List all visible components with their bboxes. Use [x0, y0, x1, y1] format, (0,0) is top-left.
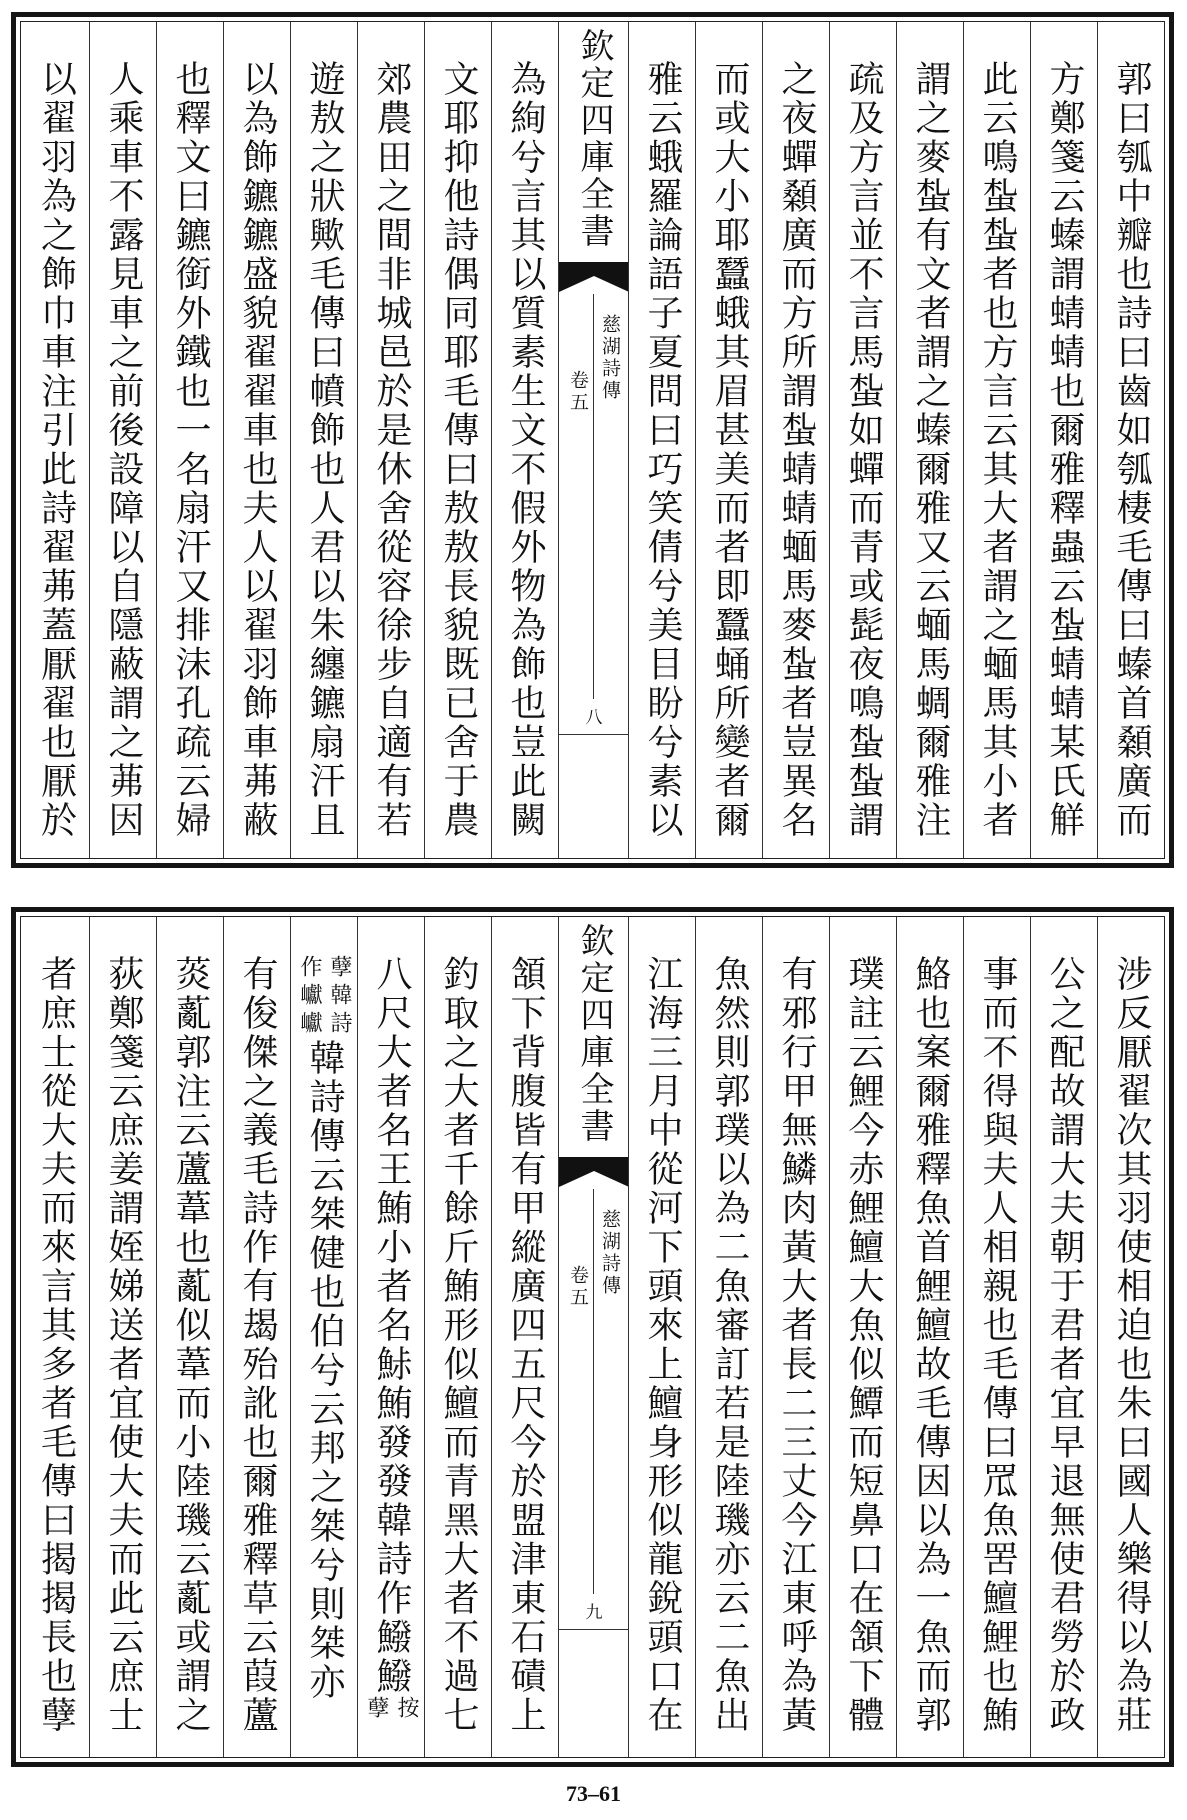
text-column: [628, 22, 695, 858]
fold-lower-rule: [559, 1629, 628, 1630]
column-text: 釣取之大者千餘斤鮪形似鱣而青黑大者不過七: [438, 955, 479, 1735]
text-column: [22, 22, 89, 858]
fold-lower-rule: [559, 734, 628, 735]
text-column: [695, 917, 762, 1757]
column-text: 方鄭箋云螓謂蜻蜻也爾雅釋蟲云蚻蜻蜻某氏觧: [1044, 60, 1085, 840]
column-text: 遊敖之狀歟毛傳曰幩飾也人君以朱纏鑣扇汗且: [304, 60, 345, 840]
column-text: 八尺大者名王鮪小者名鮛鮪發發韓詩作鱍鱍: [371, 955, 412, 1696]
text-column: [89, 22, 156, 858]
column-text: 郭曰瓠中瓣也詩曰齒如瓠棲毛傳曰螓首顙廣而: [1111, 60, 1152, 840]
column-text: 璞註云鯉今赤鯉鱣大魚似鱏而短鼻口在頷下體: [843, 955, 884, 1735]
column-text: 有邪行甲無鱗肉黃大者長二三丈今江東呼為黃: [776, 955, 817, 1735]
fishtail-mark-icon: [559, 1157, 628, 1191]
column-text: 人乘車不露見車之前後設障以自隱蔽謂之茀因: [103, 60, 144, 840]
text-column: [223, 917, 290, 1757]
column-text: 鮥也案爾雅釋魚首鯉鱣故毛傳因以為一魚而郭: [910, 955, 951, 1735]
column-text: 而或大小耶蠶蛾其眉甚美而者即蠶蛹所變者爾: [709, 60, 750, 840]
fold-leaf-number: 九: [585, 1603, 603, 1623]
text-column: [357, 917, 424, 1757]
text-column: [290, 917, 357, 1757]
text-column: [762, 22, 829, 858]
text-column: [22, 917, 89, 1757]
text-column: [1030, 22, 1097, 858]
fold-book-title: 慈湖詩傳: [599, 314, 621, 402]
text-column: [491, 22, 558, 858]
text-column: [424, 22, 491, 858]
column-text: 此云鳴蚻蚻者也方言云其大者謂之蝒馬其小者: [977, 60, 1018, 840]
text-column: [829, 917, 896, 1757]
fold-book-title: 慈湖詩傳: [599, 1209, 621, 1297]
column-text: 頷下背腹皆有甲縱廣四五尺今於盟津東石磧上: [505, 955, 546, 1735]
interlinear-note: [295, 955, 353, 1039]
column-text: 也釋文曰鑣銜外鐵也一名扇汗又排沫孔疏云婦: [170, 60, 211, 840]
upper-leaf-frame: [20, 21, 1165, 859]
column-text: 文耶抑他詩偶同耶毛傳曰敖敖長貌既已舍于農: [438, 60, 479, 840]
text-column: [762, 917, 829, 1757]
column-text: 雅云蛾羅論語子夏問曰巧笑倩兮美目盼兮素以: [642, 60, 683, 840]
column-text: 為絢兮言其以質素生文不假外物為飾也豈此闕: [505, 60, 546, 840]
column-text: 有俊傑之義毛詩作有朅殆訛也爾雅釋草云葭蘆: [237, 955, 278, 1735]
page-number: 73–61: [566, 1781, 621, 1806]
fold-leaf-number: 八: [585, 708, 603, 728]
text-column: [156, 917, 223, 1757]
interlinear-note: [362, 1696, 420, 1724]
text-column: [896, 917, 963, 1757]
fishtail-mark-icon: [559, 262, 628, 296]
text-column: [1097, 917, 1164, 1757]
column-text: 魚然則郭璞以為二魚審訂若是陸璣亦云二魚出: [709, 955, 750, 1735]
note-left-line: 作巘巘: [297, 955, 322, 1039]
text-column: [628, 917, 695, 1757]
text-column: [896, 22, 963, 858]
text-column: [963, 22, 1030, 858]
note-left-line: 孽: [364, 1696, 389, 1724]
lower-leaf-panel: [11, 907, 1174, 1767]
fold-title: 欽定四庫全書: [574, 28, 614, 250]
text-column: [491, 917, 558, 1757]
column-text: 以翟羽為之飾巾車注引此詩翟茀蓋厭翟也厭於: [35, 60, 77, 840]
note-right-line: 孽韓詩: [327, 955, 352, 1039]
column-text: 江海三月中從河下頭來上鱣身形似龍銳頭口在: [642, 955, 683, 1735]
column-text: 菼薍郭注云蘆葦也薍似葦而小陸璣云薍或謂之: [170, 955, 211, 1735]
text-column: [695, 22, 762, 858]
text-column: [1097, 22, 1164, 858]
text-column: [829, 22, 896, 858]
column-text: 事而不得與夫人相親也毛傳曰罛魚罟鱣鯉也鮪: [977, 955, 1018, 1735]
note-right-line: 按: [394, 1696, 419, 1724]
text-column: [1030, 917, 1097, 1757]
column-text: 之夜蟬顙廣而方所謂蚻蜻蜻蝒馬麥蚻者豈異名: [776, 60, 817, 840]
text-column: [89, 917, 156, 1757]
text-column: [357, 22, 424, 858]
fold-volume: 卷五: [567, 1265, 589, 1309]
upper-leaf-panel: [11, 12, 1174, 868]
column-text: 謂之麥蚻有文者謂之螓爾雅又云蝒馬蜩爾雅注: [910, 60, 951, 840]
text-column: [223, 22, 290, 858]
column-text: 韓詩傳云桀健也伯兮云邦之桀兮則桀亦: [304, 1039, 345, 1702]
lower-leaf-frame: [20, 916, 1165, 1758]
column-text: 荻鄭箋云庶姜謂姪娣送者宜使大夫而此云庶士: [103, 955, 144, 1735]
fold-volume: 卷五: [567, 370, 589, 414]
fold-title: 欽定四庫全書: [574, 923, 614, 1145]
column-text: 者庶士從大夫而來言其多者毛傳曰揭揭長也孽: [35, 955, 77, 1735]
text-column: [963, 917, 1030, 1757]
center-fold: [558, 917, 628, 1757]
fold-center-rule: [593, 1189, 594, 1594]
column-text: 涉反厭翟次其羽使相迫也朱曰國人樂得以為莊: [1111, 955, 1152, 1735]
column-text: 疏及方言並不言馬蚻如蟬而青或髭夜鳴蚻蚻謂: [843, 60, 884, 840]
text-column: [290, 22, 357, 858]
column-text: 郊農田之間非城邑於是休舍從容徐步自適有若: [371, 60, 412, 840]
center-fold: [558, 22, 628, 858]
fold-center-rule: [593, 294, 594, 699]
column-text: 公之配故謂大夫朝于君者宜早退無使君勞於政: [1044, 955, 1085, 1735]
text-column: [156, 22, 223, 858]
column-text: 以為飾鑣鑣盛貌翟翟車也夫人以翟羽飾車茀蔽: [237, 60, 278, 840]
text-column: [424, 917, 491, 1757]
